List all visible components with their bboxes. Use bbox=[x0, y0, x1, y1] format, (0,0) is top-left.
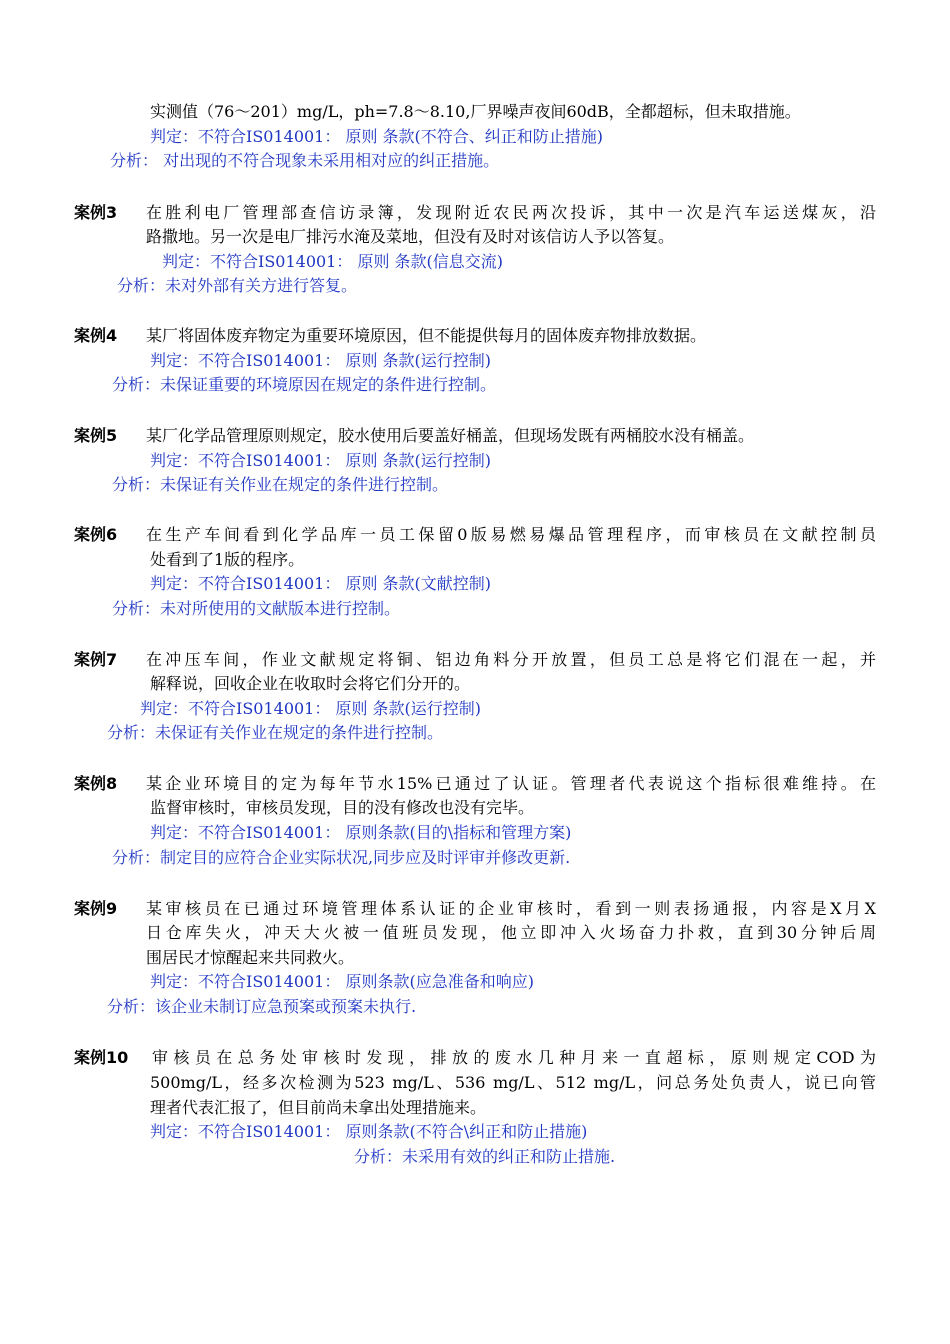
case-9-text-line-3: 围居民才惊醒起来共同救火。 bbox=[146, 948, 355, 967]
case-4-label: 案例4 bbox=[74, 326, 118, 345]
case-6-judgment: 判定：不符合IS014001： 原则 条款(文献控制) bbox=[150, 574, 492, 593]
case-8-label: 案例8 bbox=[74, 774, 118, 793]
case-4-analysis: 分析：未保证重要的环境原因在规定的条件进行控制。 bbox=[112, 375, 497, 394]
case-8-judgment: 判定：不符合IS014001： 原则条款(目的\指标和管理方案) bbox=[150, 823, 572, 842]
case-3-text-line-2: 路撒地。另一次是电厂排污水淹及菜地，但没有及时对该信访人予以答复。 bbox=[146, 227, 675, 246]
case-7-text-line-2: 解释说，回收企业在收取时会将它们分开的。 bbox=[150, 674, 471, 693]
case-10-label: 案例10 bbox=[74, 1048, 129, 1067]
intro-analysis: 分析： 对出现的不符合现象未采用相对应的纠正措施。 bbox=[110, 151, 500, 170]
case-5-judgment: 判定：不符合IS014001： 原则 条款(运行控制) bbox=[150, 451, 492, 470]
case-5-analysis: 分析：未保证有关作业在规定的条件进行控制。 bbox=[112, 475, 449, 494]
case-6-label: 案例6 bbox=[74, 525, 118, 544]
case-8-analysis: 分析：制定目的应符合企业实际状况,同步应及时评审并修改更新. bbox=[112, 848, 571, 867]
case-3-label: 案例3 bbox=[74, 203, 118, 222]
case-4-text-line-1: 某厂将固体废弃物定为重要环境原因，但不能提供每月的固体废弃物排放数据。 bbox=[146, 326, 707, 345]
case-9-analysis: 分析：该企业未制订应急预案或预案未执行. bbox=[107, 997, 417, 1016]
case-4-judgment: 判定：不符合IS014001： 原则 条款(运行控制) bbox=[150, 351, 492, 370]
case-5-text-line-1: 某厂化学品管理原则规定，胶水使用后要盖好桶盖，但现场发既有两桶胶水没有桶盖。 bbox=[146, 426, 755, 445]
case-7-analysis: 分析：未保证有关作业在规定的条件进行控制。 bbox=[107, 723, 444, 742]
case-10-text-line-1: 审核员在总务处审核时发现，排放的废水几种月来一直超标，原则规定COD为 bbox=[152, 1048, 876, 1067]
case-10-text-line-3: 理者代表汇报了，但目前尚未拿出处理措施来。 bbox=[150, 1098, 487, 1117]
case-9-label: 案例9 bbox=[74, 899, 118, 918]
case-5-label: 案例5 bbox=[74, 426, 118, 445]
case-8-text-line-2: 监督审核时，审核员发现，目的没有修改也没有完毕。 bbox=[150, 798, 535, 817]
intro-text-line: 实测值（76～201）mg/L，ph=7.8～8.10,厂界噪声夜间60dB，全都超标，但未取措施。 bbox=[150, 102, 801, 121]
case-10-analysis: 分析：未采用有效的纠正和防止措施. bbox=[354, 1147, 616, 1166]
case-9-text-line-1: 某审核员在已通过环境管理体系认证的企业审核时，看到一则表扬通报，内容是X月X bbox=[146, 899, 876, 918]
case-8-text-line-1: 某企业环境目的定为每年节水15%已通过了认证。管理者代表说这个指标很难维持。在 bbox=[146, 774, 876, 793]
case-3-analysis: 分析：未对外部有关方进行答复。 bbox=[117, 276, 358, 295]
case-7-text-line-1: 在冲压车间，作业文献规定将铜、铝边角料分开放置，但员工总是将它们混在一起，并 bbox=[146, 650, 876, 669]
case-10-judgment: 判定：不符合IS014001： 原则条款(不符合\纠正和防止措施) bbox=[150, 1122, 588, 1141]
case-10-text-line-2: 500mg/L，经多次检测为523 mg/L、536 mg/L、512 mg/L，问总务处负责人，说已向管 bbox=[150, 1073, 876, 1092]
case-7-label: 案例7 bbox=[74, 650, 118, 669]
case-6-analysis: 分析：未对所使用的文献版本进行控制。 bbox=[112, 599, 401, 618]
intro-judgment: 判定：不符合IS014001： 原则 条款(不符合、纠正和防止措施) bbox=[150, 127, 604, 146]
case-6-text-line-1: 在生产车间看到化学品库一员工保留0版易燃易爆品管理程序，而审核员在文献控制员 bbox=[146, 525, 876, 544]
case-9-judgment: 判定：不符合IS014001： 原则条款(应急准备和响应) bbox=[150, 972, 534, 991]
case-3-judgment: 判定：不符合IS014001： 原则 条款(信息交流) bbox=[162, 252, 504, 271]
case-7-judgment: 判定：不符合IS014001： 原则 条款(运行控制) bbox=[140, 699, 482, 718]
case-6-text-line-2: 处看到了1版的程序。 bbox=[150, 550, 305, 569]
case-3-text-line-1: 在胜利电厂管理部查信访录簿，发现附近农民两次投诉，其中一次是汽车运送煤灰，沿 bbox=[146, 203, 876, 222]
case-9-text-line-2: 日仓库失火，冲天大火被一值班员发现，他立即冲入火场奋力扑救，直到30分钟后周 bbox=[146, 923, 876, 942]
